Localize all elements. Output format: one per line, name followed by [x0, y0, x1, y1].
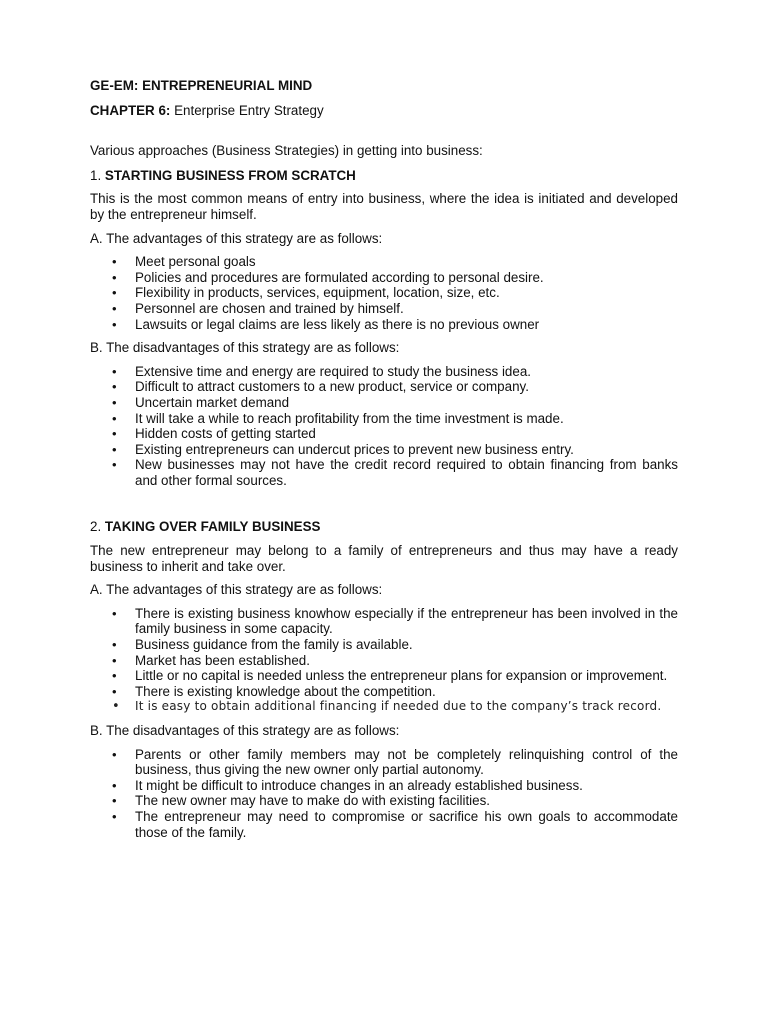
advantages-list	[90, 606, 678, 715]
list-item-text: The new owner may have to make do with existing facilities.	[135, 793, 491, 809]
disadvantages-heading: B. The disadvantages of this strategy are as follows:	[90, 340, 400, 356]
bullet-icon: •	[112, 379, 117, 395]
section-starting-from-scratch	[90, 168, 678, 489]
list-item-text: Lawsuits or legal claims are less likely as there is no previous owner	[135, 316, 540, 332]
advantages-heading: A. The advantages of this strategy are as follows:	[90, 230, 383, 246]
list-item	[90, 254, 678, 270]
bullet-icon: •	[112, 269, 117, 285]
list-item	[90, 653, 678, 669]
disadvantages-list	[90, 364, 678, 489]
list-item	[90, 285, 678, 301]
list-item-text: New businesses may not have the credit record required to obtain financing from banks and other formal sources.	[135, 457, 678, 488]
bullet-icon: •	[112, 808, 117, 824]
bullet-icon: •	[112, 285, 117, 301]
advantages-heading: A. The advantages of this strategy are as follows:	[90, 582, 383, 598]
list-item	[90, 301, 678, 317]
list-item	[90, 684, 678, 700]
bullet-icon: •	[112, 699, 120, 715]
disadvantages-heading: B. The disadvantages of this strategy are as follows:	[90, 723, 400, 738]
list-item	[90, 457, 678, 488]
section-heading	[90, 168, 678, 184]
course-title: GE-EM: ENTREPRENEURIAL MIND	[90, 78, 313, 93]
list-item-text: Flexibility in products, services, equipment, location, size, etc.	[135, 285, 500, 301]
bullet-icon: •	[112, 777, 117, 793]
list-item	[90, 809, 678, 840]
list-item	[90, 317, 678, 333]
list-item	[90, 778, 678, 794]
section-title: TAKING OVER FAMILY BUSINESS	[104, 519, 321, 535]
chapter-label: CHAPTER 6:	[90, 102, 171, 118]
list-item-text: Policies and procedures are formulated according to personal desire.	[135, 269, 544, 285]
bullet-icon: •	[112, 363, 117, 379]
chapter-heading	[90, 103, 678, 119]
list-item-text: Business guidance from the family is available.	[135, 637, 413, 653]
disadvantages-list	[90, 747, 678, 841]
list-item	[90, 637, 678, 653]
bullet-icon: •	[112, 254, 117, 270]
list-item-text: It is easy to obtain additional financing if needed due to the company’s track record.	[135, 699, 662, 714]
list-item	[90, 379, 678, 395]
bullet-icon: •	[112, 457, 117, 473]
list-item	[90, 793, 678, 809]
bullet-icon: •	[112, 394, 117, 410]
section-description: The new entrepreneur may belong to a family of entrepreneurs and thus may have a ready business to inherit and take over.	[90, 543, 678, 574]
section-number: 2.	[90, 519, 102, 535]
list-item	[90, 426, 678, 442]
bullet-icon: •	[112, 300, 117, 316]
list-item	[90, 364, 678, 380]
section-taking-over-family-business	[90, 519, 678, 840]
bullet-icon: •	[112, 746, 117, 762]
list-item-text: Little or no capital is needed unless the entrepreneur plans for expansion or improvement.	[135, 668, 668, 684]
bullet-icon: •	[112, 668, 117, 684]
bullet-icon: •	[112, 683, 117, 699]
list-item-text: Extensive time and energy are required to study the business idea.	[135, 363, 531, 379]
document-page	[90, 78, 678, 848]
list-item-text: Market has been established.	[135, 652, 310, 668]
bullet-icon: •	[112, 793, 117, 809]
section-number: 1.	[90, 167, 102, 183]
list-item-text: The entrepreneur may need to compromise or sacrifice his own goals to accommodate those of the family.	[135, 808, 678, 840]
list-item-text: It might be difficult to introduce changes in an already established business.	[135, 777, 583, 793]
bullet-icon: •	[112, 605, 117, 621]
bullet-icon: •	[112, 441, 117, 457]
list-item	[90, 270, 678, 286]
bullet-icon: •	[112, 637, 117, 653]
list-item-text: Parents or other family members may not be completely relinquishing control of the business, thus giving the new owner only partial autonomy.	[135, 746, 678, 778]
list-item	[90, 699, 678, 715]
list-item-text: It will take a while to reach profitability from the time investment is made.	[135, 410, 564, 426]
advantages-list	[90, 254, 678, 332]
bullet-icon: •	[112, 652, 117, 668]
list-item-text: Difficult to attract customers to a new product, service or company.	[135, 379, 529, 395]
list-item	[90, 395, 678, 411]
bullet-icon: •	[112, 410, 117, 426]
list-item-text: Uncertain market demand	[135, 394, 290, 410]
list-item-text: There is existing business knowhow especially if the entrepreneur has been involved in the family business in some capacity.	[135, 605, 678, 637]
list-item	[90, 668, 678, 684]
list-item-text: Hidden costs of getting started	[135, 426, 316, 442]
bullet-icon: •	[112, 426, 117, 442]
chapter-title: Enterprise Entry Strategy	[174, 102, 324, 118]
list-item-text: Existing entrepreneurs can undercut prices to prevent new business entry.	[135, 441, 574, 457]
section-spacer	[90, 496, 678, 519]
section-title: STARTING BUSINESS FROM SCRATCH	[104, 167, 356, 183]
section-description: This is the most common means of entry into business, where the idea is initiated and developed by the entrepreneur himself.	[90, 191, 678, 222]
bullet-icon: •	[112, 316, 117, 332]
list-item	[90, 606, 678, 637]
list-item	[90, 442, 678, 458]
section-heading	[90, 519, 678, 535]
list-item	[90, 411, 678, 427]
list-item-text: There is existing knowledge about the competition.	[135, 683, 436, 699]
list-item	[90, 747, 678, 778]
list-item-text: Personnel are chosen and trained by himself.	[135, 300, 404, 316]
list-item-text: Meet personal goals	[135, 254, 256, 270]
intro-text: Various approaches (Business Strategies) in getting into business:	[90, 143, 483, 159]
